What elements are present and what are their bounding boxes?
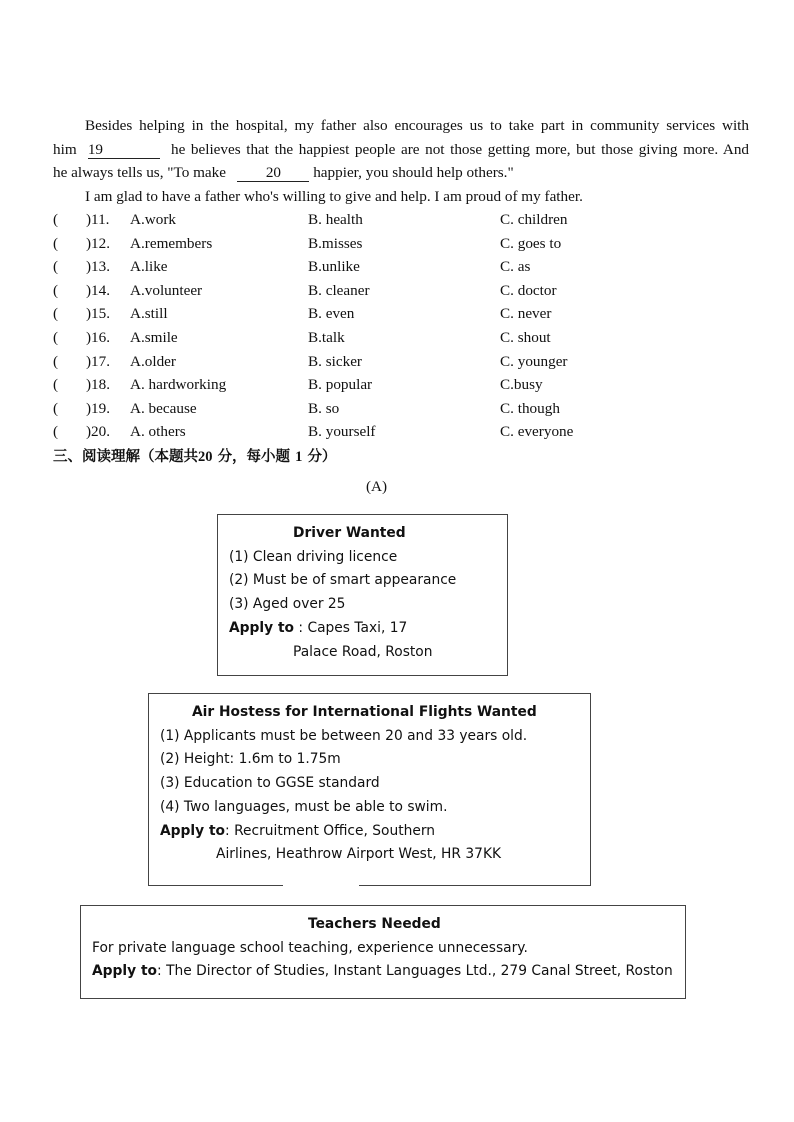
answer-paren[interactable]: ( bbox=[53, 211, 59, 228]
option-c[interactable]: C.busy bbox=[500, 376, 543, 394]
option-a[interactable]: A.older bbox=[130, 352, 176, 370]
section-heading bbox=[53, 446, 336, 468]
apply-text: : Recruitment Office, Southern bbox=[225, 822, 436, 839]
option-a[interactable]: A.smile bbox=[130, 329, 178, 346]
option-c[interactable]: C. children bbox=[500, 211, 568, 228]
option-a[interactable]: A.work bbox=[130, 211, 176, 228]
section-prefix: 三、阅读理解（本题共 bbox=[53, 449, 198, 465]
option-b[interactable]: B. health bbox=[308, 211, 363, 228]
option-b[interactable]: B. so bbox=[308, 399, 340, 417]
question-number: )20. bbox=[86, 423, 111, 441]
answer-paren[interactable]: ( bbox=[53, 234, 59, 252]
ad-driver-apply-line-2: Palace Road, Roston bbox=[293, 643, 433, 660]
passage-line-3 bbox=[53, 161, 749, 185]
section-each: 1 bbox=[295, 449, 303, 465]
ad-driver-apply bbox=[229, 617, 507, 641]
option-b[interactable]: B. cleaner bbox=[308, 281, 370, 299]
passage-text-5: I am glad to have a father who's willing to give and help. I am proud of my father. bbox=[85, 187, 583, 205]
ad-driver-item-3: (3) Aged over 25 bbox=[229, 596, 346, 613]
ad-hostess-apply bbox=[160, 820, 590, 844]
passage-line-4 bbox=[53, 185, 749, 209]
question-row-15[interactable] bbox=[53, 302, 753, 326]
option-c[interactable]: C. as bbox=[500, 258, 531, 276]
question-number: )17. bbox=[86, 352, 111, 370]
apply-label: Apply to bbox=[92, 963, 158, 980]
apply-label: Apply to bbox=[229, 619, 295, 636]
option-b[interactable]: B.unlike bbox=[308, 258, 360, 276]
question-number: )14. bbox=[86, 281, 111, 299]
option-a[interactable]: A. hardworking bbox=[130, 376, 227, 394]
section-mid: 分，每小题 bbox=[217, 449, 291, 465]
ad-hostess-item-4: (4) Two languages, must be able to swim. bbox=[160, 798, 448, 815]
option-c[interactable]: C. everyone bbox=[500, 423, 574, 441]
ad-hostess-apply-line-2: Airlines, Heathrow Airport West, HR 37KK bbox=[216, 846, 502, 863]
ad-teachers-title: Teachers Needed bbox=[308, 916, 441, 932]
option-a[interactable]: A.still bbox=[130, 305, 168, 323]
ad-air-hostess bbox=[148, 693, 591, 886]
apply-label: Apply to bbox=[160, 822, 226, 839]
question-number: )16. bbox=[86, 329, 111, 346]
passage-him: him bbox=[53, 140, 77, 158]
passage bbox=[53, 114, 749, 208]
answer-paren[interactable]: ( bbox=[53, 399, 59, 417]
question-number: )19. bbox=[86, 399, 111, 417]
ad-teachers-needed bbox=[80, 905, 686, 999]
apply-text: : Capes Taxi, 17 bbox=[294, 619, 408, 636]
question-row-16[interactable] bbox=[53, 326, 753, 350]
option-c[interactable]: C. younger bbox=[500, 352, 568, 370]
question-row-18[interactable] bbox=[53, 373, 753, 397]
question-row-13[interactable] bbox=[53, 255, 753, 279]
option-c[interactable]: C. goes to bbox=[500, 234, 562, 252]
question-number: )13. bbox=[86, 258, 111, 276]
option-b[interactable]: B.talk bbox=[308, 329, 345, 346]
option-c[interactable]: C. though bbox=[500, 399, 560, 417]
option-b[interactable]: B.misses bbox=[308, 234, 363, 252]
passage-text-1: Besides helping in the hospital, my father also encourages us to take part in community services with bbox=[85, 117, 749, 134]
question-number: )12. bbox=[86, 234, 111, 252]
ad-driver-title: Driver Wanted bbox=[293, 525, 406, 541]
option-b[interactable]: B. yourself bbox=[308, 423, 376, 441]
passage-text-3: he always tells us, "To make bbox=[53, 164, 227, 181]
blank-19[interactable]: 19 bbox=[88, 141, 160, 159]
question-row-12[interactable] bbox=[53, 232, 753, 256]
section-points: 20 bbox=[198, 449, 213, 465]
ad-hostess-title: Air Hostess for International Flights Wanted bbox=[192, 704, 537, 720]
option-a[interactable]: A. because bbox=[130, 399, 197, 417]
question-row-17[interactable] bbox=[53, 350, 753, 374]
ad-hostess-item-1: (1) Applicants must be between 20 and 33 years old. bbox=[160, 727, 528, 744]
border-gap bbox=[283, 884, 359, 887]
answer-paren[interactable]: ( bbox=[53, 305, 59, 323]
ad-driver-wanted bbox=[217, 514, 508, 676]
option-b[interactable]: B. sicker bbox=[308, 352, 362, 370]
option-b[interactable]: B. popular bbox=[308, 376, 373, 394]
ad-hostess-item-2: (2) Height: 1.6m to 1.75m bbox=[160, 751, 341, 768]
option-b[interactable]: B. even bbox=[308, 305, 355, 323]
answer-paren[interactable]: ( bbox=[53, 423, 59, 441]
question-row-19[interactable] bbox=[53, 397, 753, 421]
question-number: )11. bbox=[86, 211, 110, 228]
answer-paren[interactable]: ( bbox=[53, 281, 59, 299]
option-c[interactable]: C. never bbox=[500, 305, 552, 323]
question-row-14[interactable] bbox=[53, 279, 753, 303]
part-label: (A) bbox=[366, 478, 388, 495]
question-number: )18. bbox=[86, 376, 111, 394]
option-a[interactable]: A.volunteer bbox=[130, 281, 203, 299]
answer-paren[interactable]: ( bbox=[53, 258, 59, 276]
blank-20[interactable]: 20 bbox=[237, 164, 309, 182]
answer-paren[interactable]: ( bbox=[53, 352, 59, 370]
ad-teachers-apply bbox=[92, 960, 685, 984]
option-c[interactable]: C. doctor bbox=[500, 281, 557, 299]
question-row-11[interactable] bbox=[53, 208, 753, 232]
ad-driver-item-2: (2) Must be of smart appearance bbox=[229, 572, 457, 589]
option-a[interactable]: A.like bbox=[130, 258, 168, 276]
ad-teachers-line-1: For private language school teaching, experience unnecessary. bbox=[92, 939, 528, 956]
option-a[interactable]: A.remembers bbox=[130, 234, 213, 252]
answer-paren[interactable]: ( bbox=[53, 329, 59, 346]
apply-text: : The Director of Studies, Instant Languages Ltd., 279 Canal Street, Roston bbox=[157, 963, 673, 980]
passage-line-1 bbox=[53, 114, 749, 138]
question-number: )15. bbox=[86, 305, 111, 323]
answer-paren[interactable]: ( bbox=[53, 376, 59, 394]
ad-hostess-item-3: (3) Education to GGSE standard bbox=[160, 775, 380, 792]
passage-line-2 bbox=[53, 138, 749, 162]
section-suffix: 分） bbox=[307, 449, 337, 465]
passage-text-2: he believes that the happiest people are not those getting more, but those giving more. And bbox=[170, 140, 750, 158]
passage-text-4: happier, you should help others." bbox=[313, 164, 514, 181]
option-c[interactable]: C. shout bbox=[500, 329, 551, 346]
option-a[interactable]: A. others bbox=[130, 423, 186, 441]
ad-driver-item-1: (1) Clean driving licence bbox=[229, 548, 398, 565]
question-row-20[interactable] bbox=[53, 420, 753, 444]
